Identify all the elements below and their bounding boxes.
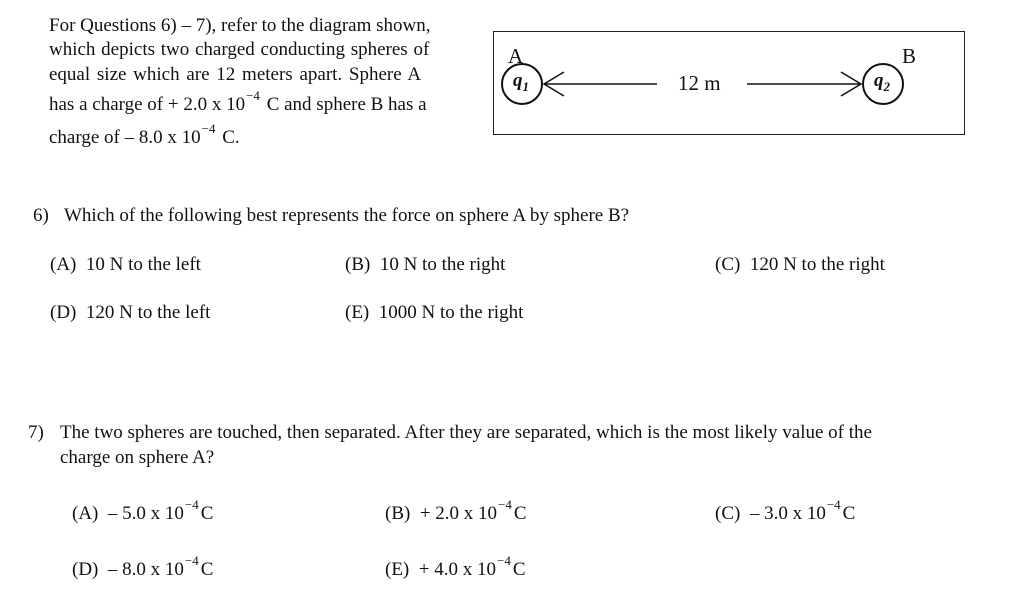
choice-text: – 8.0 x 10 [107,559,184,580]
choice-text: 120 N to the right [749,254,885,275]
choice-letter: (B) [385,503,411,524]
choice-text: + 2.0 x 10 [419,503,498,524]
choice-a[interactable] [72,496,214,525]
q-symbol: q [874,70,884,91]
distance-label: 12 m [678,71,721,95]
question-number: 6) [33,205,49,226]
charge-q1 [513,70,529,98]
choice-letter: (B) [345,254,371,275]
choice-text: 10 N to the right [379,254,506,275]
intro-line [49,120,240,149]
choice-letter: (D) [72,559,99,580]
intro-line [49,87,427,116]
question-text: Which of the following best represents the force on sphere A by sphere B? [64,205,630,226]
choice-b[interactable] [385,496,527,525]
exponent: −4 [498,496,512,512]
choice-e[interactable] [345,302,523,324]
question-text: The two spheres are touched, then separated. After they are separated, which is the most likely value of the [60,422,872,443]
subscript: 2 [883,78,890,94]
q-symbol: q [513,70,523,91]
choice-d[interactable] [50,302,210,324]
choice-letter: (A) [72,503,99,524]
charge-q2 [874,70,890,98]
choice-letter: (E) [385,559,410,580]
exponent: −4 [826,496,841,512]
spheres-diagram [493,31,965,135]
choice-letter: (D) [50,302,77,323]
question-number: 7) [28,422,44,443]
exponent: −4 [201,120,216,136]
exponent: −4 [246,87,260,103]
exponent: −4 [496,552,511,568]
choice-b[interactable] [345,254,505,276]
unit: C [200,503,214,524]
intro-line: equal size which are 12 meters apart. Sphere A [49,64,422,85]
unit: C [200,559,214,580]
diagram-arrows [494,32,964,134]
exponent: −4 [184,496,199,512]
intro-line: For Questions 6) – 7), refer to the diagram shown, [49,15,431,36]
unit: C [842,503,856,524]
unit: C [512,559,526,580]
subscript: 1 [522,78,529,94]
intro-line: which depicts two charged conducting spheres of [49,39,430,60]
choice-letter: (A) [50,254,77,275]
text: charge of – 8.0 x 10 [49,127,201,148]
text: has a charge of + 2.0 x 10 [49,94,246,115]
choice-d[interactable] [72,552,214,581]
choice-letter: (C) [715,254,741,275]
exponent: −4 [184,552,199,568]
choice-text: 1000 N to the right [378,302,524,323]
choice-c[interactable] [715,254,885,276]
choice-letter: (E) [345,302,370,323]
choice-c[interactable] [715,496,856,525]
choice-text: 120 N to the left [85,302,211,323]
choice-text: + 4.0 x 10 [418,559,496,580]
choice-text: 10 N to the left [85,254,201,275]
question-text: charge on sphere A? [60,447,215,468]
text: C. [217,127,240,148]
label-a: A [508,44,524,68]
unit: C [513,503,527,524]
choice-text: – 3.0 x 10 [749,503,826,524]
choice-a[interactable] [50,254,201,276]
choice-letter: (C) [715,503,741,524]
choice-e[interactable] [385,552,526,581]
text: C and sphere B has a [261,94,427,115]
choice-text: – 5.0 x 10 [107,503,184,524]
label-b: B [902,44,917,68]
